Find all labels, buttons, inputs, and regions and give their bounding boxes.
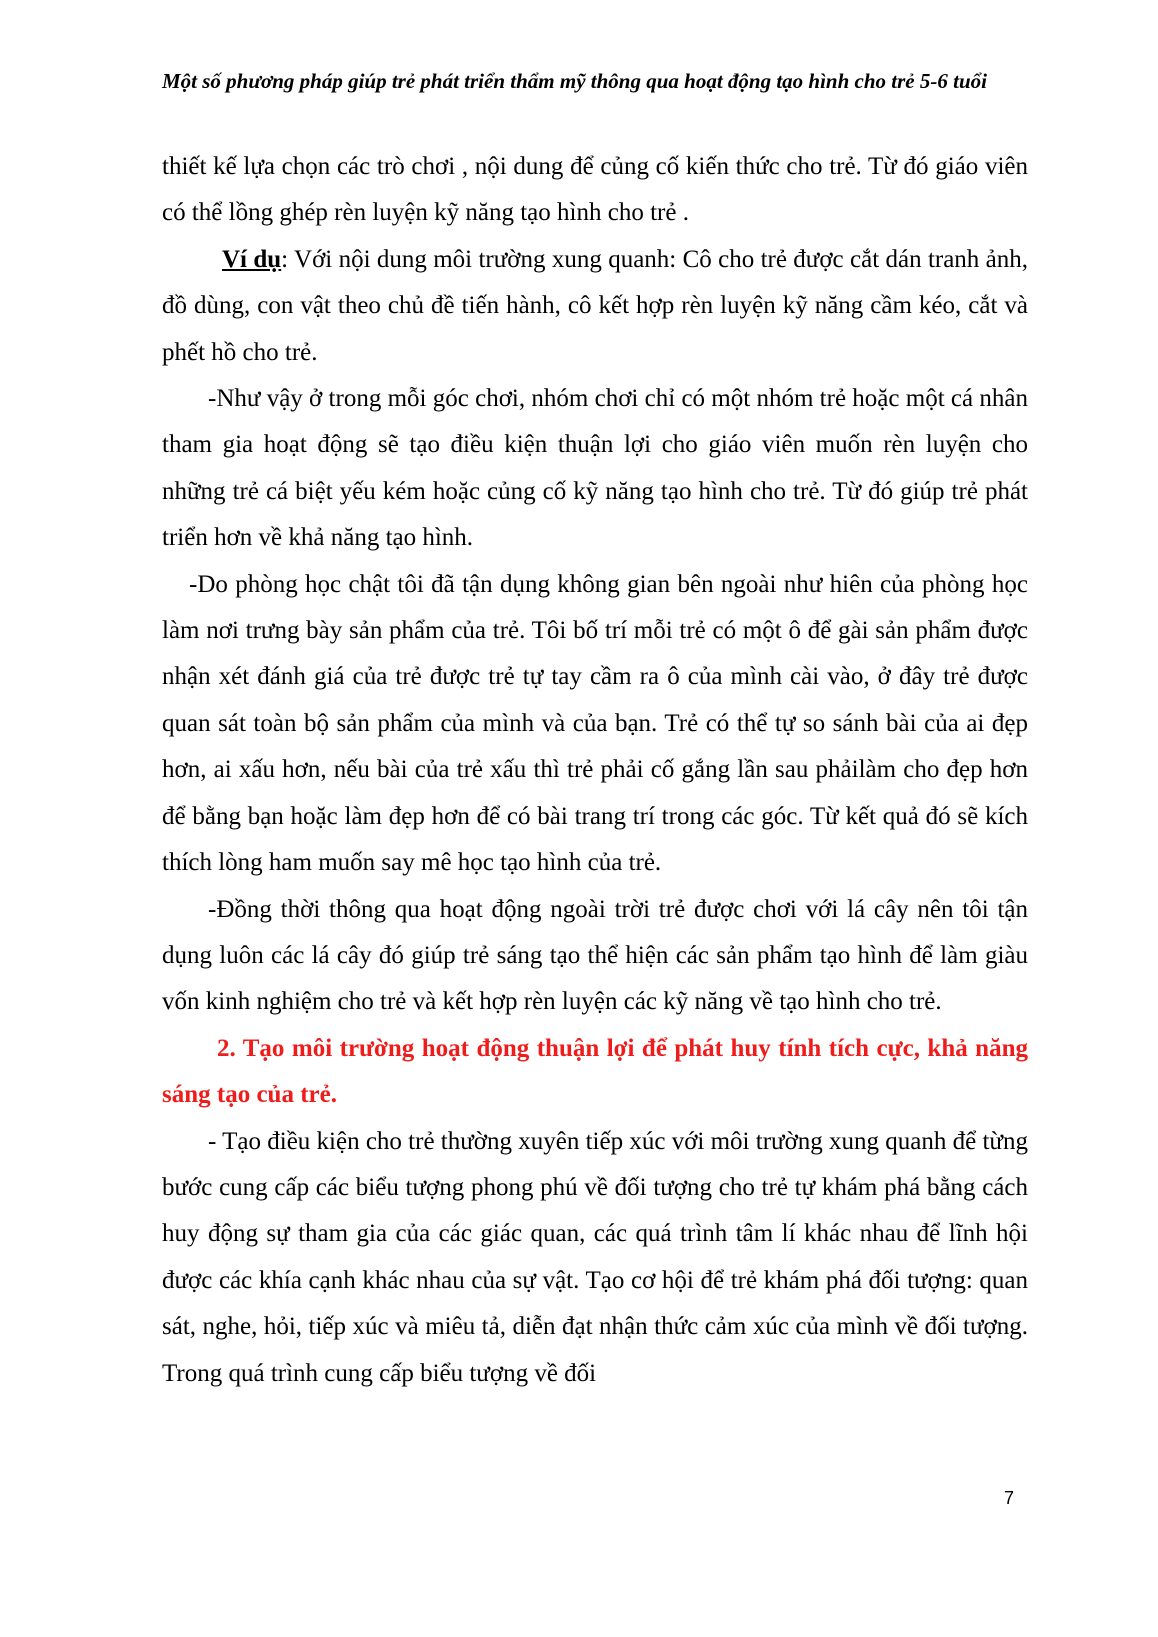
paragraph-continuation: thiết kế lựa chọn các trò chơi , nội dung để củng cố kiến thức cho trẻ. Từ đó giáo viên có thể lồng ghép rèn luyện kỹ năng tạo hình cho trẻ . (162, 153, 1028, 227)
example-label: Ví dụ (222, 245, 282, 273)
paragraph-environment: - Tạo điều kiện cho trẻ thường xuyên tiếp xúc với môi trường xung quanh để từng bước cung cấp các biểu tượng phong phú về đối tượng cho trẻ tự khám phá bằng cách huy động sự tham gia của các giác quan, các quá trình tâm lí khác nhau để lĩnh hội được các khía cạnh khác nhau của sự vật. Tạo cơ hội để trẻ khám phá đối tượng: quan sát, nghe, hỏi, tiếp xúc và miêu tả, diễn đạt nhận thức cảm xúc của mình về đối tượng. Trong quá trình cung cấp biểu tượng về đối (162, 1127, 1028, 1387)
paragraph-outdoor: -Đồng thời thông qua hoạt động ngoài trời trẻ được chơi với lá cây nên tôi tận dụng luôn các lá cây đó giúp trẻ sáng tạo thể hiện các sản phẩm tạo hình để làm giàu vốn kinh nghiệm cho trẻ và kết hợp rèn luyện các kỹ năng về tạo hình cho trẻ. (162, 895, 1028, 1016)
running-header: Một số phương pháp giúp trẻ phát triển thẩm mỹ thông qua hoạt động tạo hình cho trẻ 5-6 tuổi (162, 69, 987, 93)
paragraph-corner: -Như vậy ở trong mỗi góc chơi, nhóm chơi chỉ có một nhóm trẻ hoặc một cá nhân tham gia hoạt động sẽ tạo điều kiện thuận lợi cho giáo viên muốn rèn luyện cho những trẻ cá biệt yếu kém hoặc củng cố kỹ năng tạo hình cho trẻ. Từ đó giúp trẻ phát triển hơn về khả năng tạo hình. (162, 385, 1028, 552)
page-number: 7 (1004, 1488, 1015, 1508)
paragraph-example (162, 237, 1028, 376)
example-text: : Với nội dung môi trường xung quanh: Cô cho trẻ được cắt dán tranh ảnh, đồ dùng, con vật theo chủ đề tiến hành, cô kết hợp rèn luyện kỹ năng cầm kéo, cắt và phết hồ cho trẻ. (162, 245, 1029, 366)
paragraph-room: -Do phòng học chật tôi đã tận dụng không gian bên ngoài như hiên của phòng học làm nơi trưng bày sản phẩm của trẻ. Tôi bố trí mỗi trẻ có một ô để gài sản phẩm được nhận xét đánh giá của trẻ được trẻ tự tay cầm ra ô của mình cài vào, ở đây trẻ được quan sát toàn bộ sản phẩm của mình và của bạn. Trẻ có thể tự so sánh bài của ai đẹp hơn, ai xấu hơn, nếu bài của trẻ xấu thì trẻ phải cố gắng lần sau phảilàm cho đẹp hơn để bằng bạn hoặc làm đẹp hơn để có bài trang trí trong các góc. Từ kết quả đó sẽ kích thích lòng ham muốn say mê học tạo hình của trẻ. (162, 570, 1028, 877)
document-body (162, 144, 1028, 1397)
section-heading: 2. Tạo môi trường hoạt động thuận lợi để phát huy tính tích cực, khả năng sáng tạo của trẻ. (162, 1034, 1028, 1109)
